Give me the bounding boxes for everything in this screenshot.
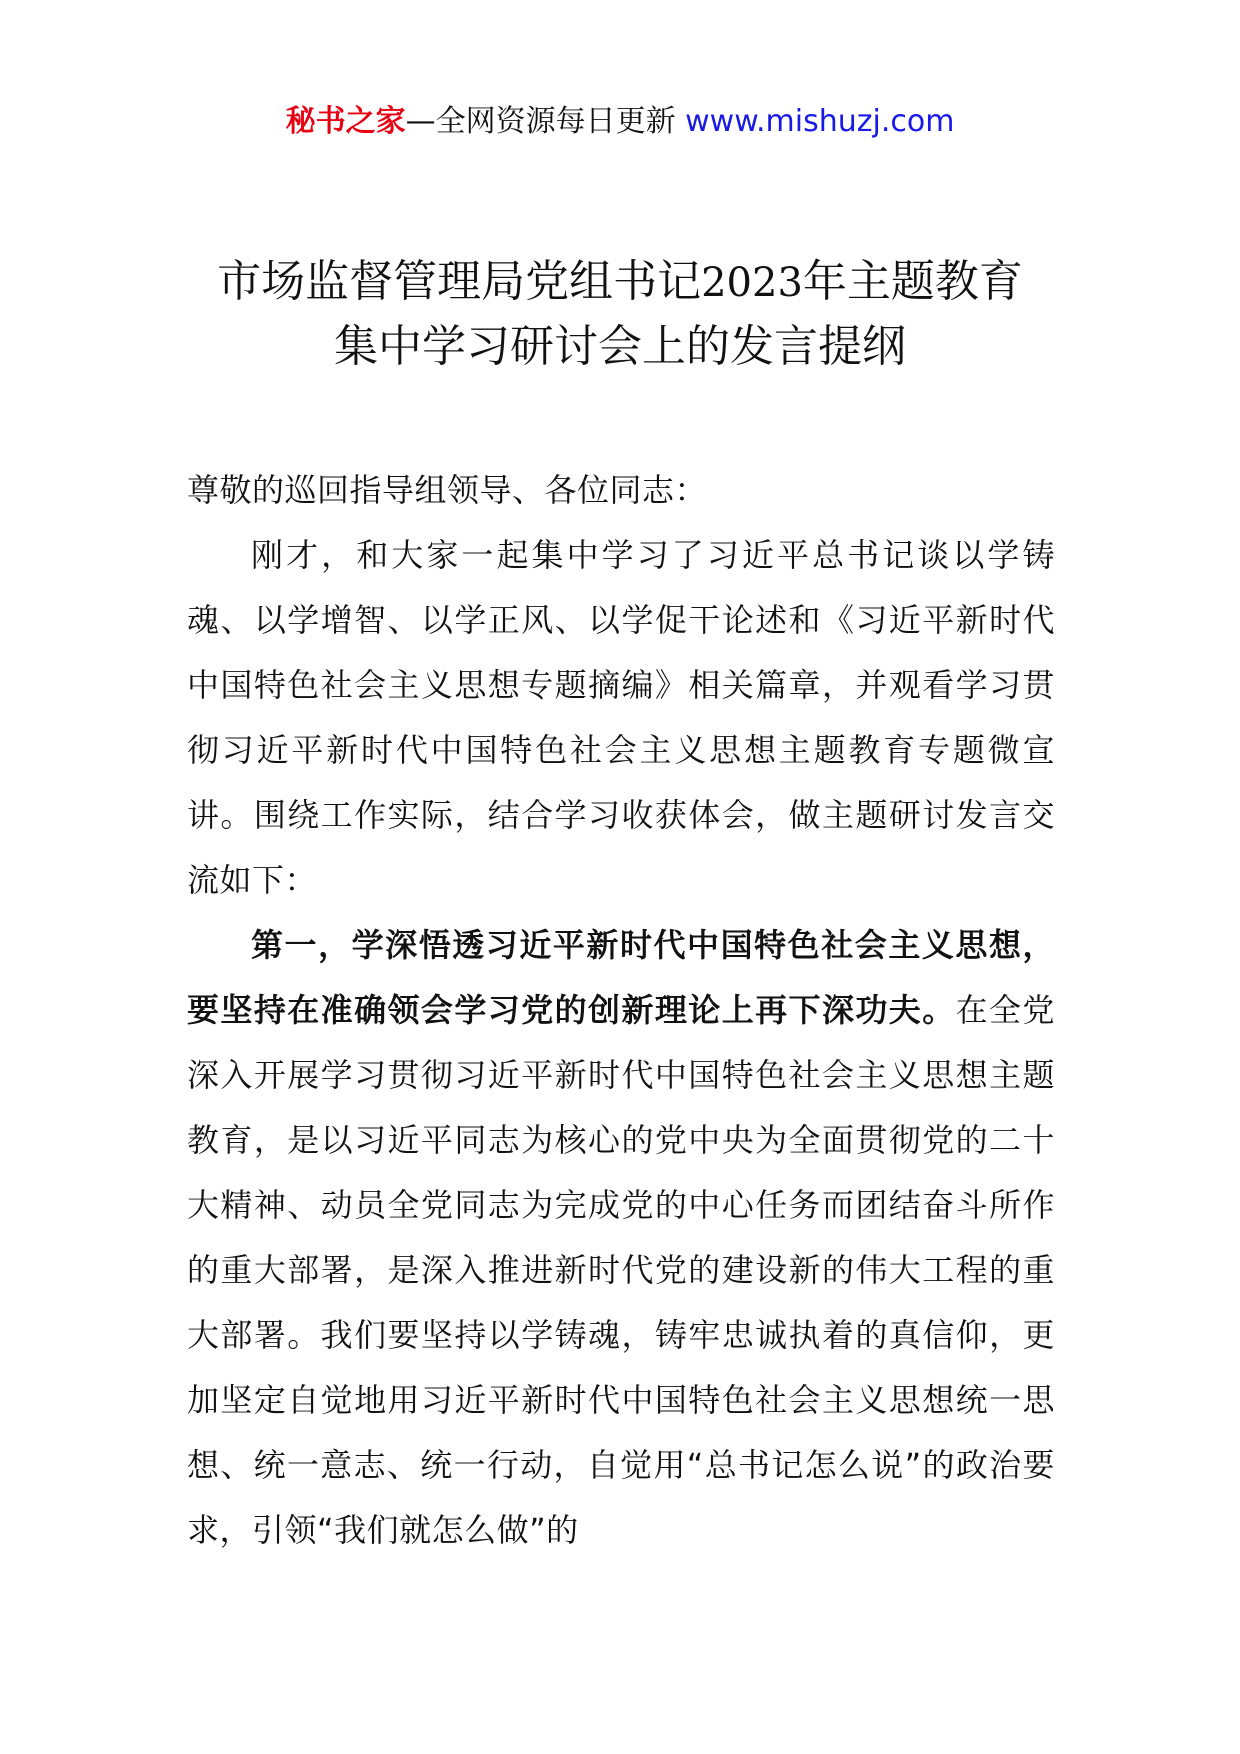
- title-line-2: 集中学习研讨会上的发言提纲: [334, 321, 906, 372]
- site-header: [0, 100, 1240, 144]
- document-title: [150, 250, 1090, 379]
- site-url-link[interactable]: www.mishuzj.com: [685, 104, 955, 139]
- intro-paragraph: 刚才，和大家一起集中学习了习近平总书记谈以学铸魂、以学增智、以学正风、以学促干论述和《习近平新时代中国特色社会主义思想专题摘编》相关篇章，并观看学习贯彻习近平新时代中国特色社会主义思想主题教育专题微宣讲。围绕工作实际，结合学习收获体会，做主题研讨发言交流如下：: [187, 536, 1055, 899]
- title-part-2: 年主题教育: [802, 256, 1023, 307]
- site-brand: 秘书之家: [285, 104, 406, 139]
- section-1-body: 在全党深入开展学习贯彻习近平新时代中国特色社会主义思想主题教育，是以习近平同志为核心的党中央为全面贯彻党的二十大精神、动员全党同志为完成党的中心任务而团结奋斗所作的重大部署，是深入推进新时代党的建设新的伟大工程的重大部署。我们要坚持以学铸魂，铸牢忠诚执着的真信仰，更加坚定自觉地用习近平新时代中国特色社会主义思想统一思想、统一意志、统一行动，自觉用“总书记怎么说”的政治要求，引领“我们就怎么做”的: [187, 991, 1055, 1549]
- title-part-1: 市场监督管理局党组书记: [217, 256, 702, 307]
- document-body: [187, 458, 1055, 1563]
- title-line-1: [150, 250, 1090, 315]
- salutation: 尊敬的巡回指导组领导、各位同志：: [187, 471, 708, 509]
- title-year: 2023: [701, 260, 803, 306]
- site-slogan: —全网资源每日更新: [405, 104, 676, 139]
- section-1-heading: 第一，学深悟透习近平新时代中国特色社会主义思想，要坚持在准确领会学习党的创新理论上再下深功夫。: [187, 926, 1055, 1029]
- section-1-paragraph: [187, 913, 1055, 1563]
